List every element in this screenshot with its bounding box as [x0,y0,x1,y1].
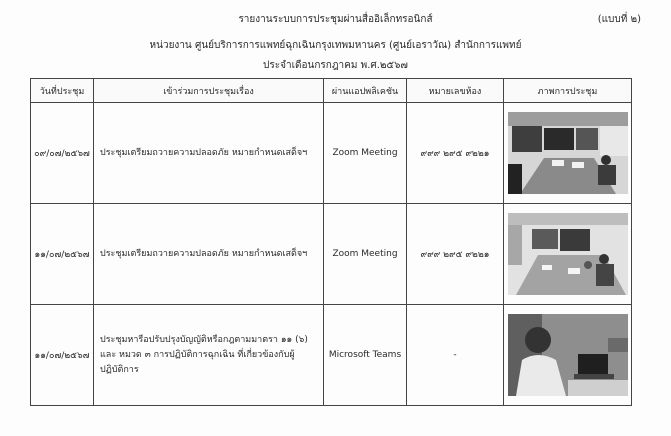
meeting-app: Zoom Meeting [324,103,407,204]
meeting-room-number: ๙๙๙ ๒๙๕ ๙๒๒๑ [407,103,504,204]
meeting-subject: ประชุมเตรียมถวายความปลอดภัย หมายกำหนดเสด็จฯ [94,103,324,204]
meeting-report-table [30,78,632,406]
column-header-subject: เข้าร่วมการประชุมเรื่อง [94,79,324,103]
meeting-photo [508,112,628,194]
meeting-room-number: - [407,305,504,406]
meeting-photo-cell [504,103,632,204]
period-line: ประจำเดือนกรกฎาคม พ.ศ.๒๕๖๗ [263,60,408,71]
table-row [31,204,632,305]
meeting-photo-cell [504,204,632,305]
meeting-room-number: ๙๙๙ ๒๙๕ ๙๒๒๑ [407,204,504,305]
column-header-room: หมายเลขห้อง [407,79,504,103]
agency-line: หน่วยงาน ศูนย์บริการการแพทย์ฉุกเฉินกรุงเทพมหานคร (ศูนย์เอราวัณ) สำนักการแพทย์ [149,40,522,51]
column-header-app: ผ่านแอปพลิเคชัน [324,79,407,103]
meeting-photo [508,314,628,396]
form-number: (แบบที่ ๒) [597,14,641,25]
meeting-subject: ประชุมหารือปรับปรุงบัญญัติหรือกฎตามมาตรา ๑๑ (๖) และ หมวด ๓ การปฏิบัติการฉุกเฉิน ที่เกี่ยวข้องกับผู้ปฏิบัติการ [94,305,324,406]
column-header-photo: ภาพการประชุม [504,79,632,103]
table-row [31,103,632,204]
meeting-photo [508,213,628,295]
meeting-date: ๑๑/๐๗/๒๕๖๗ [31,204,94,305]
meeting-subject: ประชุมเตรียมถวายความปลอดภัย หมายกำหนดเสด็จฯ [94,204,324,305]
table-row [31,305,632,406]
meeting-app: Zoom Meeting [324,204,407,305]
meeting-app: Microsoft Teams [324,305,407,406]
report-title: รายงานระบบการประชุมผ่านสื่ออิเล็กทรอนิกส์ [238,14,433,25]
meeting-photo-cell [504,305,632,406]
meeting-date: ๑๑/๐๗/๒๕๖๗ [31,305,94,406]
meeting-date: ๐๙/๐๗/๒๕๖๗ [31,103,94,204]
column-header-date: วันที่ประชุม [31,79,94,103]
table-header-row [31,79,632,103]
